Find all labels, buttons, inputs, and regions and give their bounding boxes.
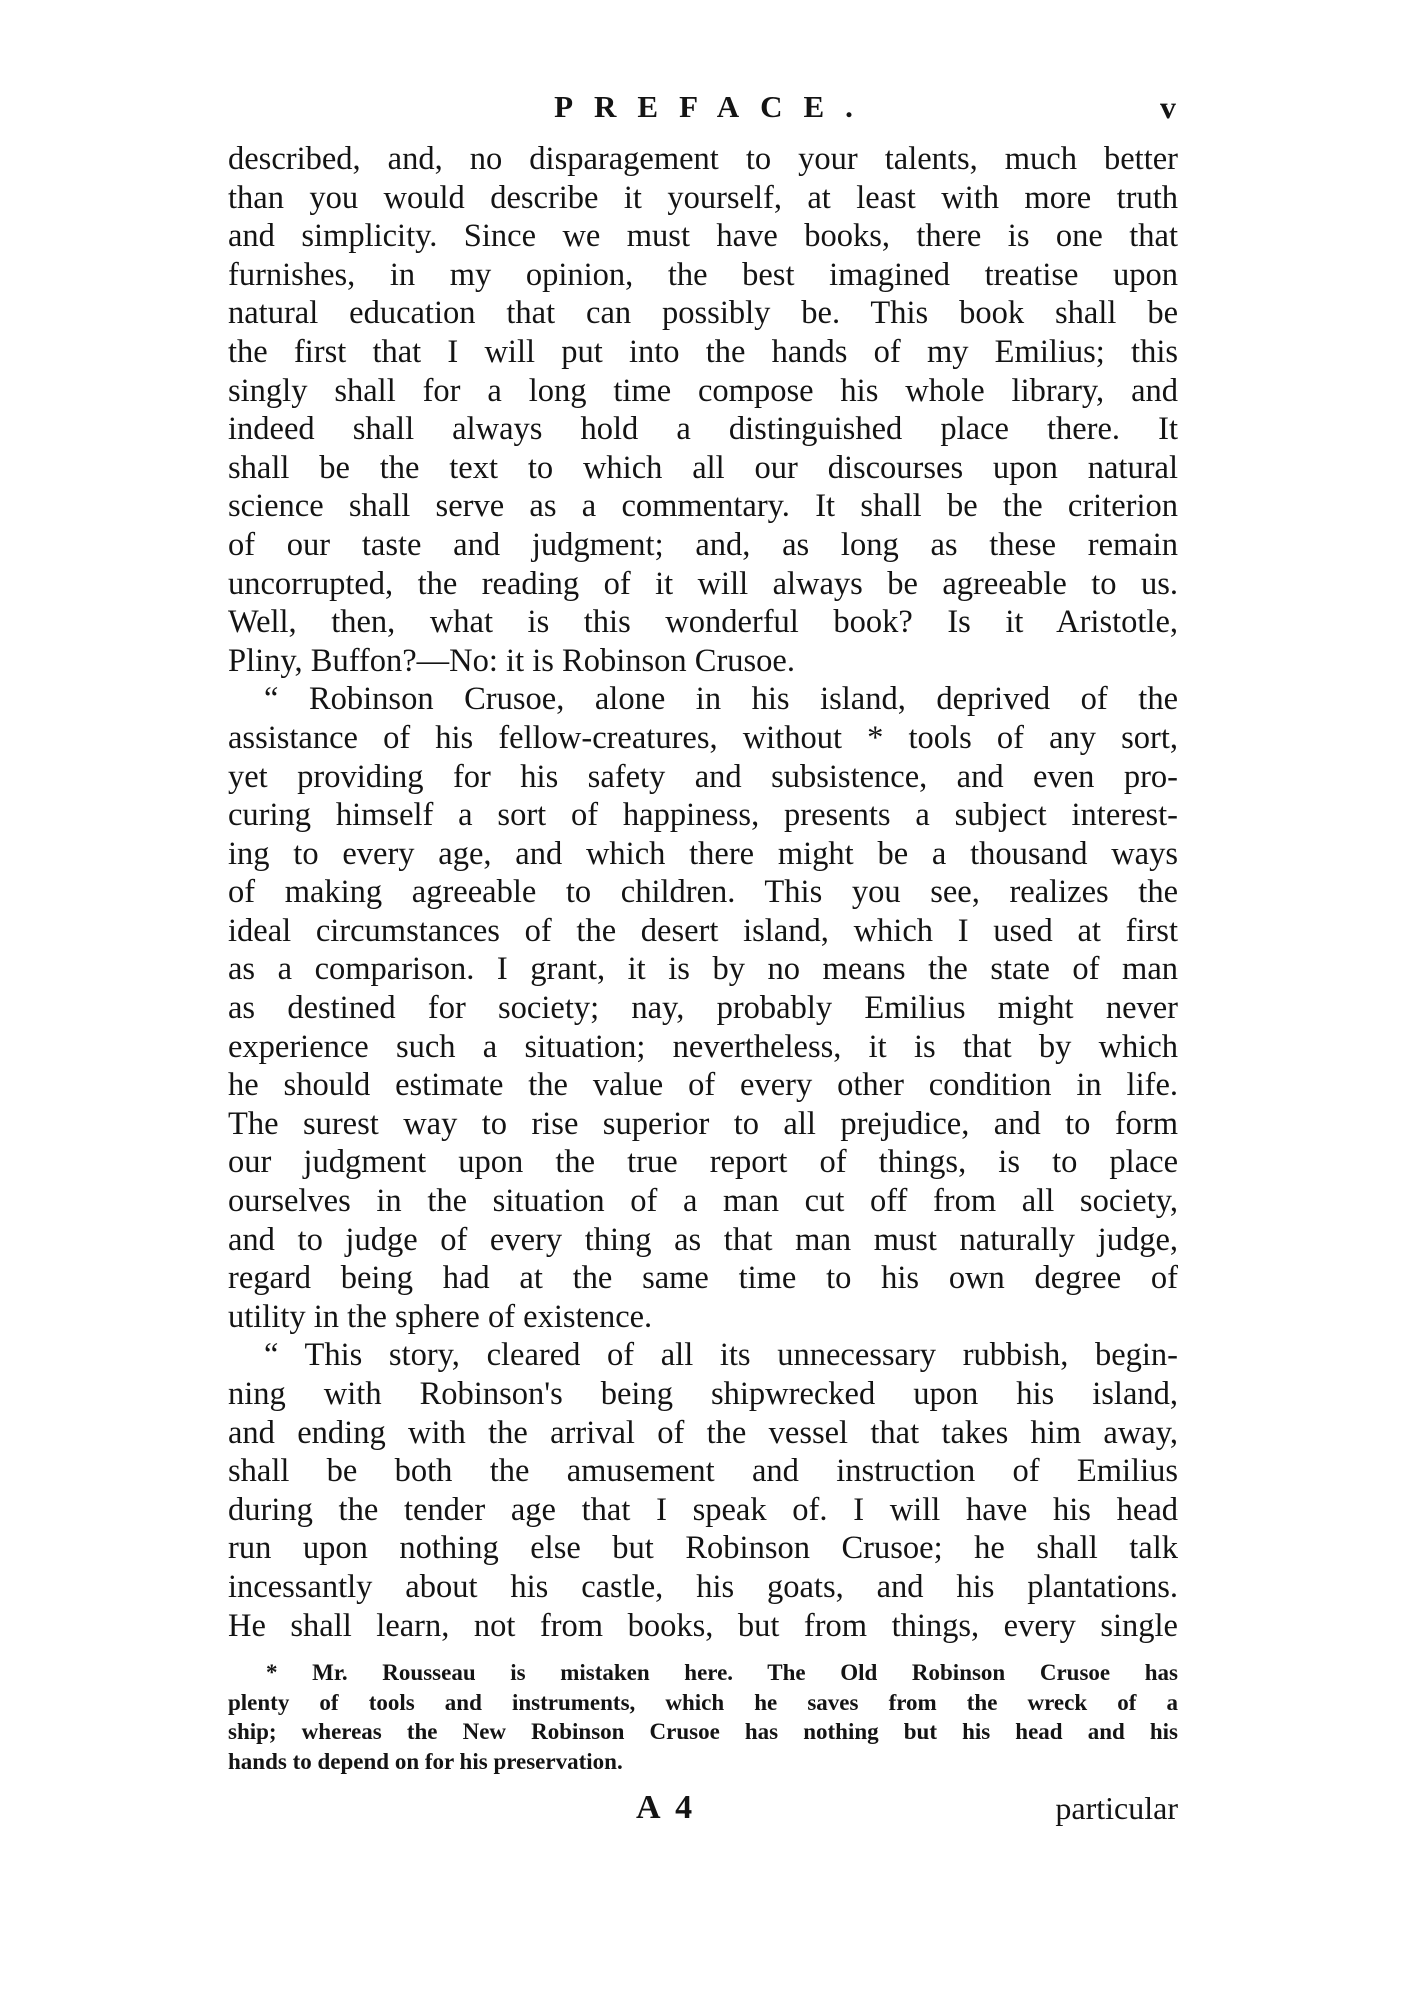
text-line: furnishes, in my opinion, the best imagined treatise upon [228, 256, 1178, 293]
text-line: as destined for society; nay, probably Emilius might never [228, 990, 1178, 1027]
text-line: natural education that can possibly be. This book shall be [228, 295, 1178, 332]
text-line: “ Robinson Crusoe, alone in his island, deprived of the [264, 681, 1178, 718]
text-line: incessantly about his castle, his goats, and his plantations. [228, 1568, 1178, 1605]
text-line: experience such a situation; nevertheless, it is that by which [228, 1028, 1178, 1065]
text-line: of making agreeable to children. This you see, realizes the [228, 874, 1178, 911]
signature-mark: A 4 [636, 1789, 697, 1826]
footnote-line: plenty of tools and instruments, which he saves from the wreck of a [228, 1689, 1178, 1715]
text-line: curing himself a sort of happiness, presents a subject interest- [228, 797, 1178, 834]
text-line: indeed shall always hold a distinguished place there. It [228, 411, 1178, 448]
text-line: uncorrupted, the reading of it will always be agreeable to us. [228, 565, 1178, 602]
catchword: particular [1055, 1790, 1178, 1826]
body-text [228, 140, 1178, 1645]
text-line: utility in the sphere of existence. [228, 1298, 653, 1335]
text-line: The surest way to rise superior to all prejudice, and to form [228, 1105, 1178, 1142]
text-line: shall be both the amusement and instruction of Emilius [228, 1453, 1178, 1490]
running-title: PREFACE. [554, 89, 874, 124]
text-line: he should estimate the value of every other condition in life. [228, 1067, 1178, 1104]
text-line: regard being had at the same time to his own degree of [228, 1260, 1178, 1297]
text-line: ing to every age, and which there might be a thousand ways [228, 835, 1178, 872]
text-line: described, and, no disparagement to your talents, much better [228, 141, 1178, 177]
footnote-line: ship; whereas the New Robinson Crusoe has nothing but his head and his [228, 1719, 1178, 1744]
text-line: singly shall for a long time compose his whole library, and [228, 372, 1178, 409]
text-line: and simplicity. Since we must have books, there is one that [228, 218, 1178, 255]
text-line: yet providing for his safety and subsistence, and even pro- [228, 758, 1178, 795]
text-line: during the tender age that I speak of. I will have his head [228, 1491, 1178, 1528]
text-line: than you would describe it yourself, at least with more truth [228, 179, 1178, 216]
text-line: Pliny, Buffon?—No: it is Robinson Crusoe. [228, 642, 795, 679]
footnote-line: hands to depend on for his preservation. [228, 1748, 623, 1774]
text-line: He shall learn, not from books, but from things, every single [228, 1607, 1178, 1644]
text-line: Well, then, what is this wonderful book? Is it Aristotle, [228, 604, 1178, 641]
text-line: and to judge of every thing as that man must naturally judge, [228, 1221, 1178, 1258]
text-line: science shall serve as a commentary. It shall be the criterion [228, 488, 1178, 525]
text-line: ning with Robinson's being shipwrecked upon his island, [228, 1376, 1178, 1412]
running-head [228, 84, 1180, 130]
text-line: shall be the text to which all our discourses upon natural [228, 449, 1178, 486]
text-line: the first that I will put into the hands of my Emilius; this [228, 333, 1178, 370]
text-line: assistance of his fellow-creatures, without * tools of any sort, [228, 719, 1178, 756]
text-line: of our taste and judgment; and, as long as these remain [228, 526, 1178, 563]
footnote-line: * Mr. Rousseau is mistaken here. The Old Robinson Crusoe has [266, 1660, 1178, 1685]
text-line: run upon nothing else but Robinson Crusoe; he shall talk [228, 1530, 1178, 1567]
text-line: and ending with the arrival of the vessel that takes him away, [228, 1414, 1178, 1451]
text-line: our judgment upon the true report of things, is to place [228, 1144, 1178, 1181]
footnote [228, 1658, 1178, 1776]
page-number: v [1160, 89, 1176, 125]
text-line: “ This story, cleared of all its unnecessary rubbish, begin- [264, 1337, 1178, 1374]
text-line: as a comparison. I grant, it is by no means the state of man [228, 951, 1178, 988]
text-line: ourselves in the situation of a man cut off from all society, [228, 1183, 1178, 1220]
text-line: ideal circumstances of the desert island, which I used at first [228, 912, 1178, 949]
